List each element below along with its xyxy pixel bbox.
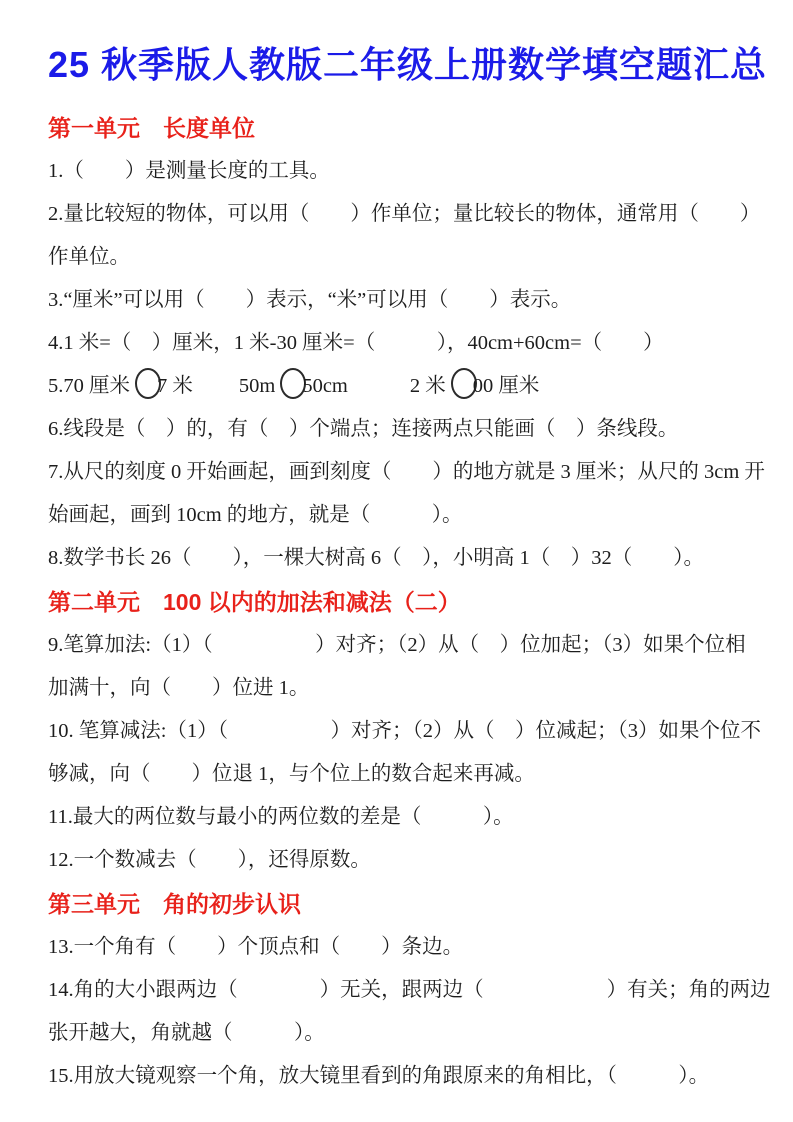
question-5-line [48,365,751,408]
question-4-line: 4.1 米=（ ）厘米，1 米-30 厘米=（ ），40cm+60cm=（ ） [48,332,664,354]
question-1-line: 1.（ ）是测量长度的工具。 [48,160,330,182]
question-10 [48,710,761,796]
question-9-line-1: 9.笔算加法:（1）（ ）对齐；（2）从（ ）位加起；（3）如果个位相 [48,634,746,656]
question-3-line: 3.“厘米”可以用（ ）表示，“米”可以用（ ）表示。 [48,289,572,311]
question-2 [48,193,761,279]
question-13-line: 13.一个角有（ ）个顶点和（ ）条边。 [48,936,464,958]
question-5-text-3: 50m [238,375,276,397]
question-15-line: 15.用放大镜观察一个角，放大镜里看到的角跟原来的角相比，（ ）。 [48,1065,710,1087]
question-6-line: 6.线段是（ ）的，有（ ）个端点；连接两点只能画（ ）条线段。 [48,418,679,440]
question-10-line-2: 够减，向（ ）位退 1，与个位上的数合起来再减。 [48,763,535,785]
question-6 [48,408,751,451]
question-7-line-1: 7.从尺的刻度 0 开始画起，画到刻度（ ）的地方就是 3 厘米；从尺的 3cm 开 [48,461,765,483]
question-9 [48,624,751,710]
question-7-line-2: 始画起，画到 10cm 的地方，就是（ ）。 [48,504,463,526]
page-title: 25 秋季版人教版二年级上册数学填空题汇总 [48,44,768,85]
question-14 [48,969,771,1055]
question-5-text-2: 7 米 [157,375,193,397]
section-unit-2 [48,580,761,882]
section-1-heading: 第一单元 长度单位 [48,115,255,141]
question-2-line-2: 作单位。 [48,246,130,268]
question-5-text-4: 50cm [302,375,348,397]
question-9-line-2: 加满十，向（ ）位进 1。 [48,677,310,699]
question-8-line: 8.数学书长 26（ ），一棵大树高 6（ ），小明高 1（ ）32（ ）。 [48,547,704,569]
section-3-heading: 第三单元 角的初步认识 [48,891,301,917]
question-15 [48,1055,751,1098]
question-1 [48,150,751,193]
question-8 [48,537,751,580]
question-5-text-6: 00 厘米 [472,375,540,397]
section-unit-1 [48,106,765,580]
question-5-text-5: 2 米 [409,375,446,397]
question-11 [48,796,751,839]
question-14-line-1: 14.角的大小跟两边（ ）无关，跟两边（ ）有关；角的两边 [48,979,771,1001]
question-12 [48,839,751,882]
section-2-heading: 第二单元 100 以内的加法和减法（二） [48,589,461,615]
question-14-line-2: 张开越大，角就越（ ）。 [48,1022,325,1044]
question-5 [48,365,751,408]
question-11-line: 11.最大的两位数与最小的两位数的差是（ ）。 [48,806,514,828]
question-12-line: 12.一个数减去（ ），还得原数。 [48,849,371,871]
question-3 [48,279,751,322]
section-unit-3 [48,882,771,1098]
question-5-text-1: 5.70 厘米 [48,375,130,397]
question-13 [48,926,751,969]
question-2-line-1: 2.量比较短的物体，可以用（ ）作单位；量比较长的物体，通常用（ ） [48,203,761,225]
question-10-line-1: 10. 笔算减法:（1）（ ）对齐；（2）从（ ）位减起；（3）如果个位不 [48,720,761,742]
question-4 [48,322,751,365]
question-7 [48,451,765,537]
